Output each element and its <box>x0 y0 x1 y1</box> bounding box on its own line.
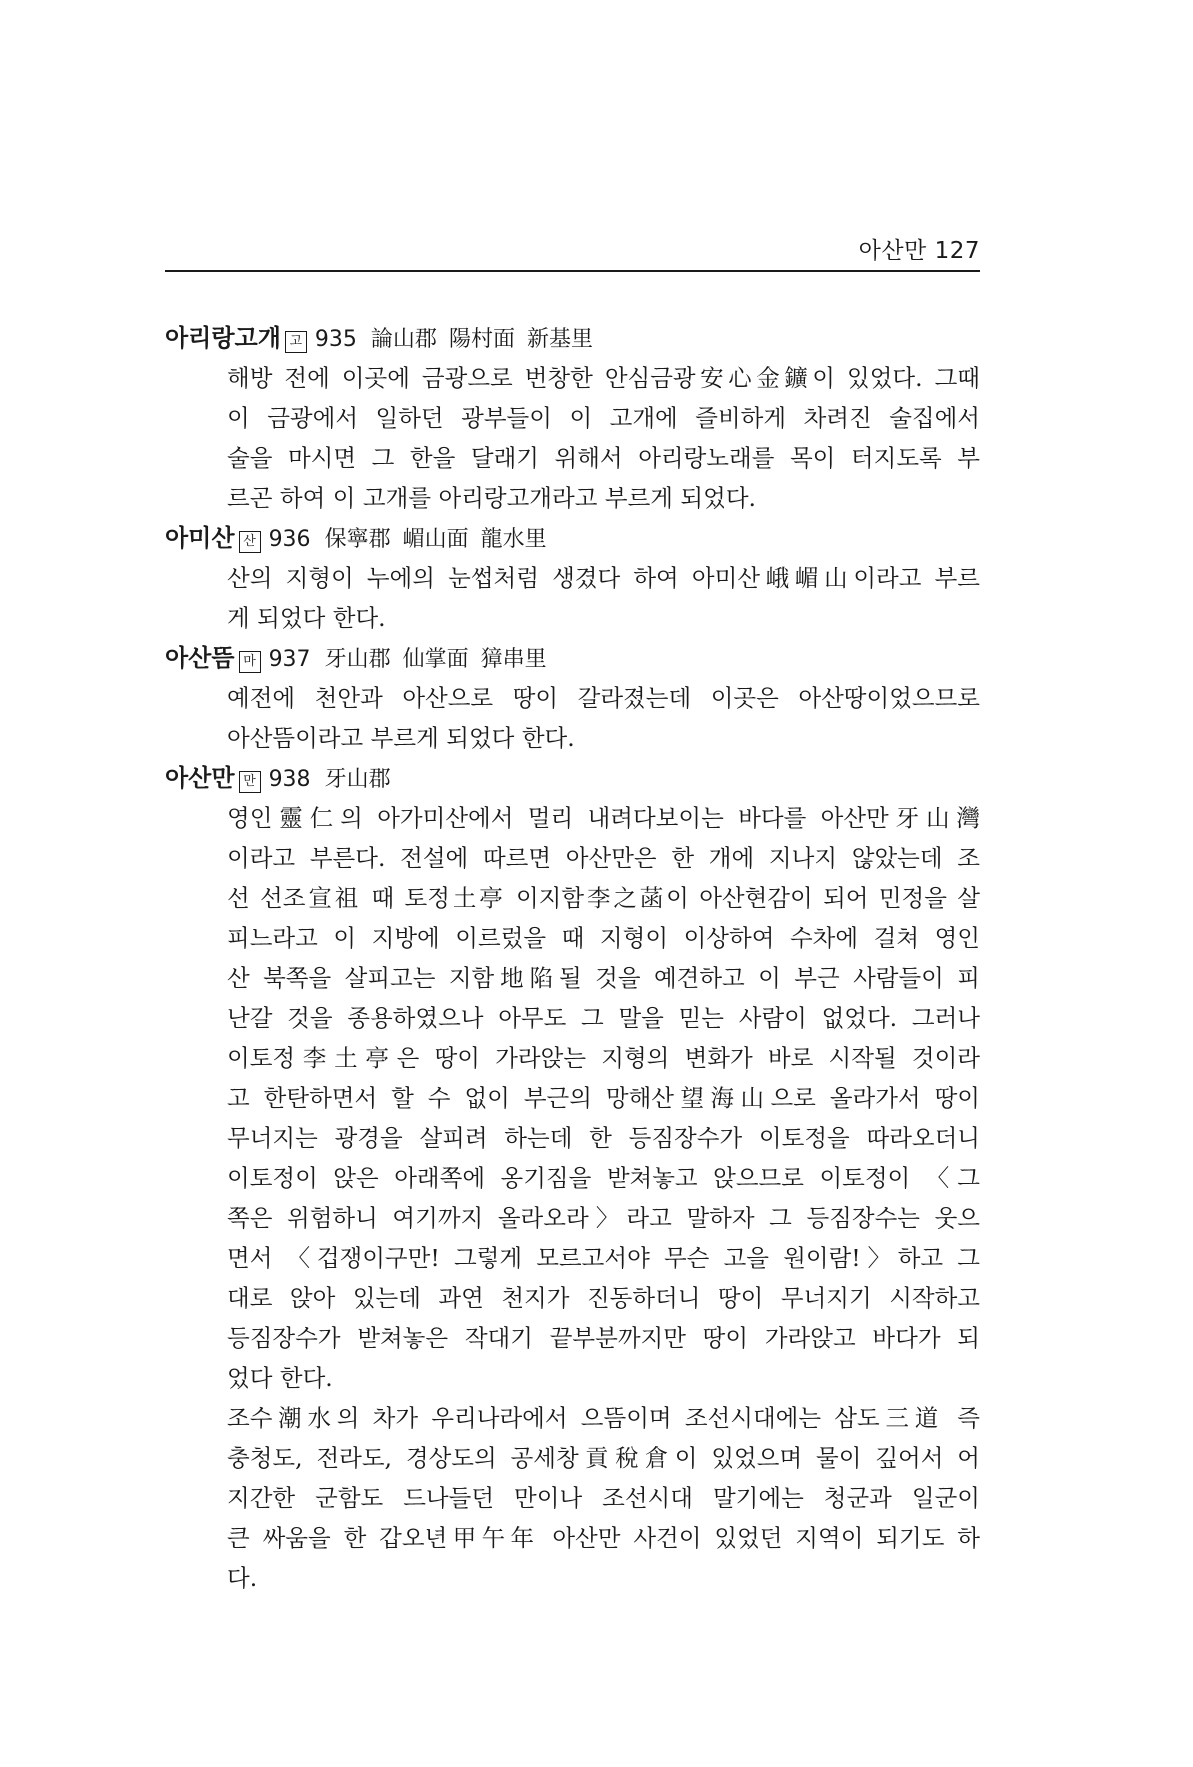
entry-number: 935 <box>314 327 357 352</box>
text-line: 고 한탄하면서 할 수 없이 부근의 망해산望海山으로 올라가서 땅이 <box>227 1084 980 1112</box>
text-line: 대로 앉아 있는데 과연 천지가 진동하더니 땅이 무너지기 시작하고 <box>227 1284 980 1312</box>
entry-place: 嵋山面 <box>402 527 469 552</box>
text-line: 피느라고 이 지방에 이르렀을 때 지형이 이상하여 수차에 걸쳐 영인 <box>227 924 980 952</box>
entry-headword: 아산뜸 <box>165 644 235 672</box>
entry-headword: 아미산 <box>165 524 235 552</box>
text-line: 예전에 천안과 아산으로 땅이 갈라졌는데 이곳은 아산땅이었으므로 <box>227 684 980 712</box>
entry-place: 新基里 <box>526 327 593 352</box>
text-line: 난갈 것을 종용하였으나 아무도 그 말을 믿는 사람이 없었다. 그러나 <box>227 1004 980 1032</box>
entry-body <box>227 798 980 1598</box>
entry-headword: 아산만 <box>165 764 235 792</box>
text-line: 술을 마시면 그 한을 달래기 위해서 아리랑노래를 목이 터지도록 부 <box>227 444 980 472</box>
entry-937 <box>165 638 980 758</box>
entry-number: 936 <box>268 527 311 552</box>
text-line: 지간한 군함도 드나들던 만이나 조선시대 말기에는 청군과 일군이 <box>227 1484 980 1512</box>
entry-head <box>165 758 980 798</box>
text-line: 었다 한다. <box>227 1364 333 1392</box>
text-line: 선 선조宣祖 때 토정土亭 이지함李之菡이 아산현감이 되어 민정을 살 <box>227 884 980 912</box>
text-line: 영인靈仁의 아가미산에서 멀리 내려다보이는 바다를 아산만牙山灣 <box>227 804 980 832</box>
text-line: 해방 전에 이곳에 금광으로 번창한 안심금광安心金鑛이 있었다. 그때 <box>227 364 980 392</box>
text-line: 이토정李土亭은 땅이 가라앉는 지형의 변화가 바로 시작될 것이라 <box>227 1044 980 1072</box>
entry-body <box>227 558 980 638</box>
text-line: 무너지는 광경을 살피려 하는데 한 등짐장수가 이토정을 따라오더니 <box>227 1124 980 1152</box>
text-line: 게 되었다 한다. <box>227 604 386 632</box>
running-head: 아산만 127 <box>858 238 980 264</box>
entry-type-mark: 만 <box>239 771 261 793</box>
text-line: 이라고 부른다. 전설에 따르면 아산만은 한 개에 지나지 않았는데 조 <box>227 844 980 872</box>
text-line: 산의 지형이 누에의 눈썹처럼 생겼다 하여 아미산峨嵋山이라고 부르 <box>227 564 980 592</box>
text-line: 이토정이 앉은 아래쪽에 옹기짐을 받쳐놓고 앉으므로 이토정이 〈그 <box>227 1164 980 1192</box>
entry-place: 保寧郡 <box>324 527 391 552</box>
header-rule <box>165 270 980 272</box>
text-line: 쪽은 위험하니 여기까지 올라오라〉라고 말하자 그 등짐장수는 웃으 <box>227 1204 980 1232</box>
entry-place: 龍水里 <box>480 527 547 552</box>
text-line: 등짐장수가 받쳐놓은 작대기 끝부분까지만 땅이 가라앉고 바다가 되 <box>227 1324 980 1352</box>
entry-935 <box>165 318 980 518</box>
page-body <box>165 318 980 1598</box>
entry-938 <box>165 758 980 1598</box>
entry-head <box>165 318 980 358</box>
text-line: 아산뜸이라고 부르게 되었다 한다. <box>227 724 575 752</box>
entry-body <box>227 678 980 758</box>
entry-body <box>227 358 980 518</box>
entry-head <box>165 518 980 558</box>
text-line: 큰 싸움을 한 갑오년甲午年 아산만 사건이 있었던 지역이 되기도 하 <box>227 1524 980 1552</box>
text-line: 다. <box>227 1564 258 1592</box>
entry-number: 938 <box>268 767 311 792</box>
text-line: 조수潮水의 차가 우리나라에서 으뜸이며 조선시대에는 삼도三道 즉 <box>227 1404 980 1432</box>
text-line: 충청도, 전라도, 경상도의 공세창貢稅倉이 있었으며 물이 깊어서 어 <box>227 1444 980 1472</box>
entry-headword: 아리랑고개 <box>165 324 281 352</box>
entry-head <box>165 638 980 678</box>
text-line: 르곤 하여 이 고개를 아리랑고개라고 부르게 되었다. <box>227 484 757 512</box>
entry-place: 陽村面 <box>448 327 515 352</box>
text-line: 산 북쪽을 살피고는 지함地陷될 것을 예견하고 이 부근 사람들이 피 <box>227 964 980 992</box>
entry-place: 仙掌面 <box>402 647 469 672</box>
entry-type-mark: 마 <box>239 651 261 673</box>
entry-type-mark: 고 <box>285 331 307 353</box>
entry-place: 論山郡 <box>370 327 437 352</box>
entry-type-mark: 산 <box>239 531 261 553</box>
text-line: 이 금광에서 일하던 광부들이 이 고개에 즐비하게 차려진 술집에서 <box>227 404 980 432</box>
entry-936 <box>165 518 980 638</box>
entry-place: 牙山郡 <box>324 647 391 672</box>
entry-number: 937 <box>268 647 311 672</box>
text-line: 면서 〈겁쟁이구만! 그렇게 모르고서야 무슨 고을 원이람!〉하고 그 <box>227 1244 980 1272</box>
entry-place: 獐串里 <box>480 647 547 672</box>
entry-place: 牙山郡 <box>324 767 391 792</box>
